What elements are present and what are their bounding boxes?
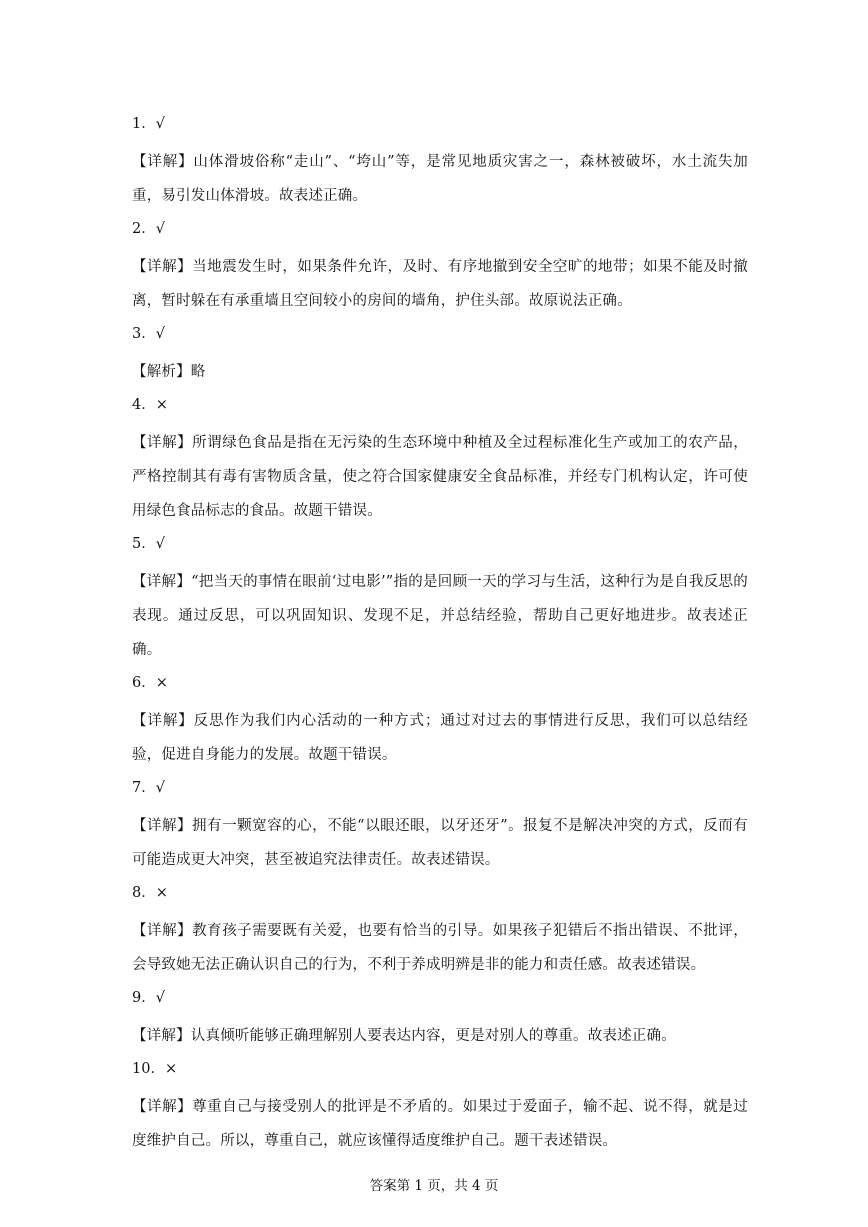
answer-explanation: 【详解】反思作为我们内心活动的一种方式；通过对过去的事情进行反思，我们可以总结经验，促进自身能力的发展。故题干错误。 [132,713,748,763]
answer-item-9 [132,986,748,1053]
answer-explanation: 【详解】“把当天的事情在眼前‘过电影’”指的是回顾一天的学习与生活，这种行为是自我反思的表现。通过反思，可以巩固知识、发现不足，并总结经验，帮助自己更好地进步。故表述正确。 [132,574,748,658]
answer-mark: 10．× [132,1061,178,1077]
answer-list [132,112,748,1162]
answer-item-8 [132,881,748,982]
answer-item-5 [132,532,748,667]
answer-mark: 6．× [132,675,168,691]
answer-explanation: 【详解】所谓绿色食品是指在无污染的生态环境中种植及全过程标准化生产或加工的农产品，严格控制其有毒有害物质含量，使之符合国家健康安全食品标准，并经专门机构认定，许可使用绿色食品标志的食品。故题干错误。 [132,435,748,519]
answer-mark: 8．× [132,885,168,901]
answer-mark: 1．√ [132,116,165,132]
answer-item-10 [132,1057,748,1158]
answer-explanation: 【详解】尊重自己与接受别人的批评是不矛盾的。如果过于爱面子，输不起、说不得，就是过度维护自己。所以，尊重自己，就应该懂得适度维护自己。题干表述错误。 [132,1099,748,1149]
answer-explanation: 【详解】教育孩子需要既有关爱，也要有恰当的引导。如果孩子犯错后不指出错误、不批评，会导致她无法正确认识自己的行为，不利于养成明辨是非的能力和责任感。故表述错误。 [132,923,748,973]
answer-item-4 [132,393,748,528]
answer-item-7 [132,776,748,877]
answer-explanation: 【详解】拥有一颗宽容的心，不能“以眼还眼，以牙还牙”。报复不是解决冲突的方式，反而有可能造成更大冲突，甚至被追究法律责任。故表述错误。 [132,818,748,868]
page-footer: 答案第 1 页，共 4 页 [369,1178,499,1194]
answer-item-3 [132,322,748,389]
answer-explanation: 【解析】略 [132,364,206,380]
answer-mark: 7．√ [132,780,165,796]
answer-mark: 2．√ [132,221,165,237]
answer-explanation: 【详解】山体滑坡俗称“走山”、“垮山”等，是常见地质灾害之一，森林被破坏，水土流失加重，易引发山体滑坡。故表述正确。 [132,154,748,204]
answer-mark: 3．√ [132,326,165,342]
answer-mark: 4．× [132,397,168,413]
answer-explanation: 【详解】当地震发生时，如果条件允许，及时、有序地撤到安全空旷的地带；如果不能及时撤离，暂时躲在有承重墙且空间较小的房间的墙角，护住头部。故原说法正确。 [132,259,748,309]
answer-mark: 9．√ [132,990,165,1006]
answer-item-1 [132,112,748,213]
answer-explanation: 【详解】认真倾听能够正确理解别人要表达内容，更是对别人的尊重。故表述正确。 [132,1028,676,1044]
answer-mark: 5．√ [132,536,165,552]
answer-item-2 [132,217,748,318]
answer-item-6 [132,671,748,772]
